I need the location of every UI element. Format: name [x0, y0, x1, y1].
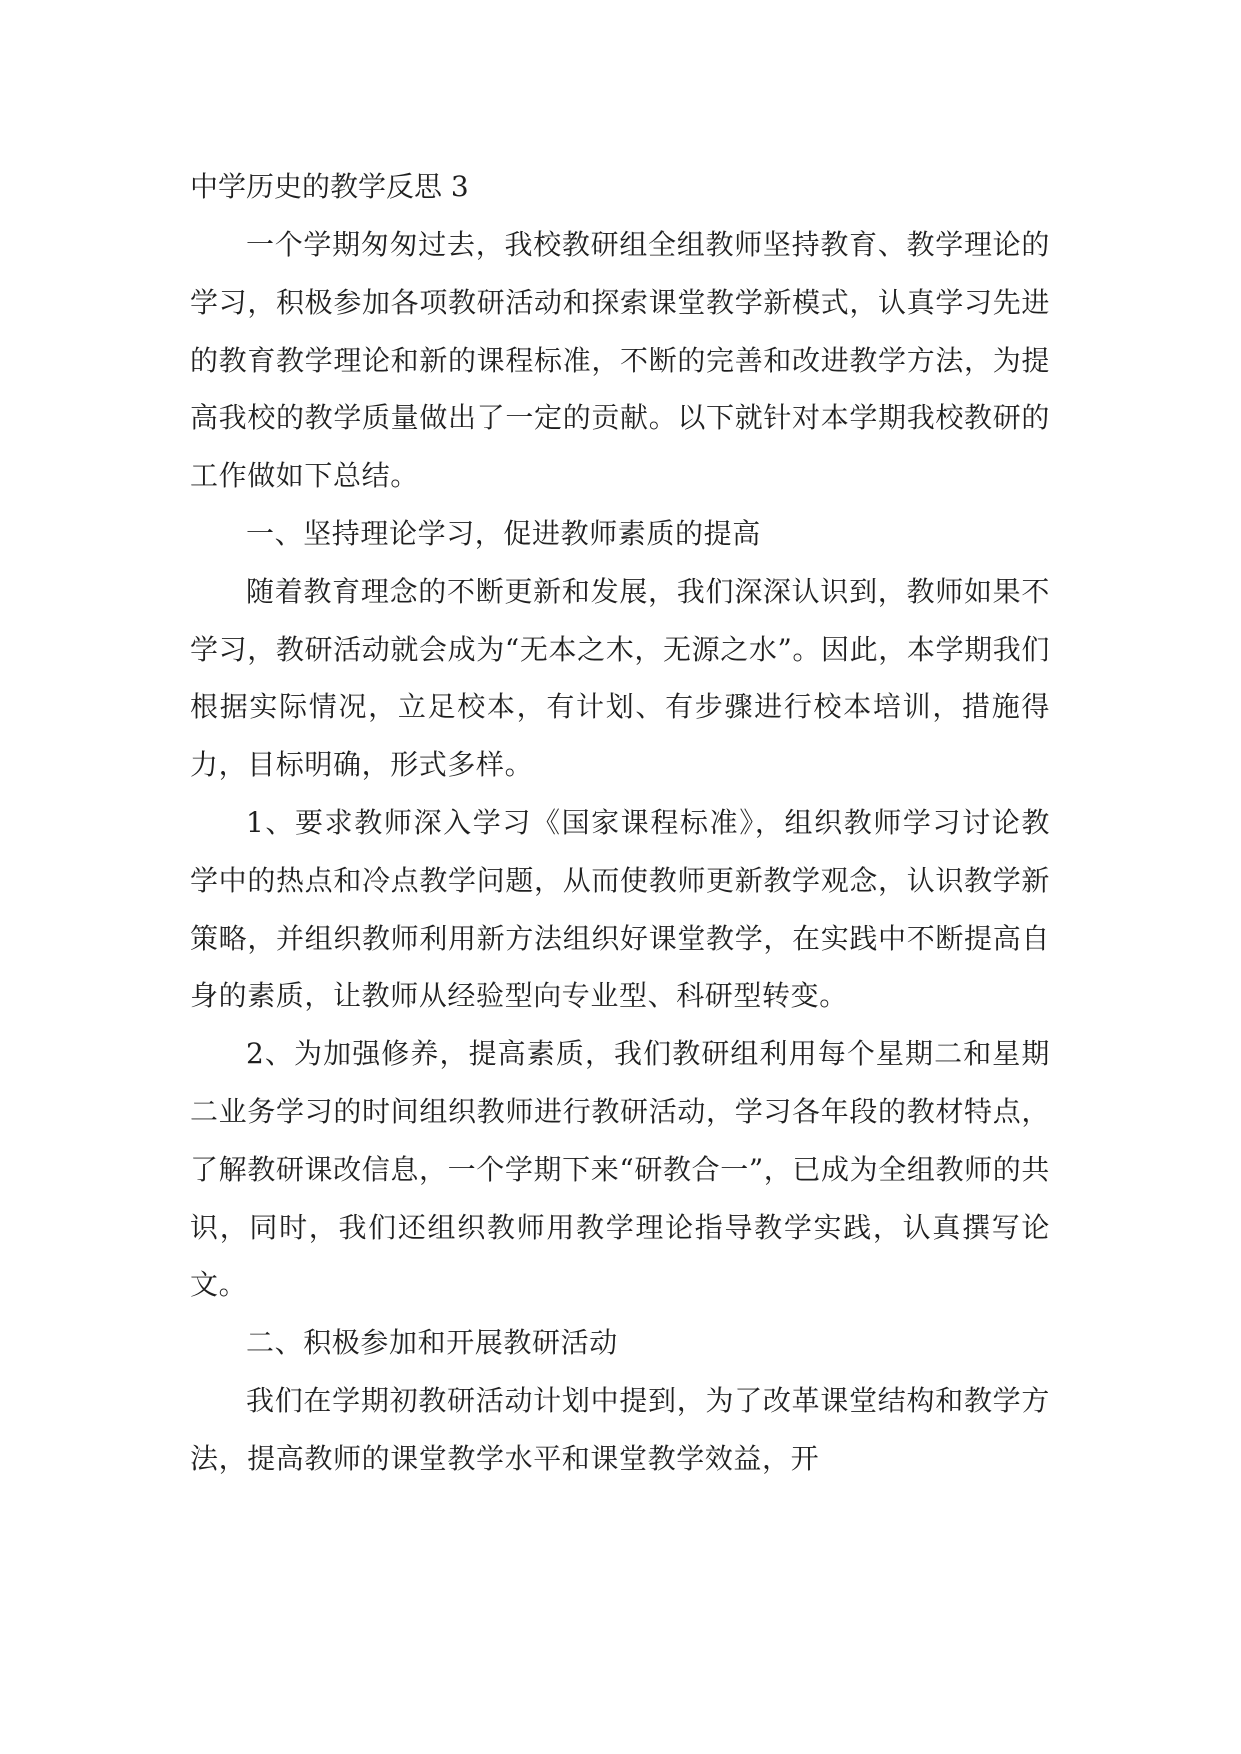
document-body — [190, 158, 1050, 1488]
section-heading-1: 一、坚持理论学习，促进教师素质的提高 — [246, 516, 761, 550]
section-heading-2: 二、积极参加和开展教研活动 — [246, 1326, 618, 1360]
paragraph-item-2: 2、为加强修养，提高素质，我们教研组利用每个星期二和星期二业务学习的时间组织教师进行教研活动，学习各年段的教材特点，了解教研课改信息，一个学期下来“研教合一”，已成为全组教师的共识，同时，我们还组织教师用教学理论指导教学实践，认真撰写论文。 — [190, 1037, 1050, 1302]
paragraph-theory-learning: 随着教育理念的不断更新和发展，我们深深认识到，教师如果不学习，教研活动就会成为“无本之木，无源之水”。因此，本学期我们根据实际情况，立足校本，有计划、有步骤进行校本培训，措施得力，目标明确，形式多样。 — [190, 574, 1050, 782]
paragraph-intro: 一个学期匆匆过去，我校教研组全组教师坚持教育、教学理论的学习，积极参加各项教研活动和探索课堂教学新模式，认真学习先进的教育教学理论和新的课程标准，不断的完善和改进教学方法，为提高我校的教学质量做出了一定的贡献。以下就针对本学期我校教研的工作做如下总结。 — [190, 228, 1050, 493]
document-title: 中学历史的教学反思 3 — [190, 170, 469, 203]
paragraph-item-1: 1、要求教师深入学习《国家课程标准》，组织教师学习讨论教学中的热点和冷点教学问题，从而使教师更新教学观念，认识教学新策略，并组织教师利用新方法组织好课堂教学，在实践中不断提高自身的素质，让教师从经验型向专业型、科研型转变。 — [190, 805, 1050, 1013]
paragraph-activities: 我们在学期初教研活动计划中提到，为了改革课堂结构和教学方法，提高教师的课堂教学水平和课堂教学效益，开 — [190, 1383, 1050, 1475]
